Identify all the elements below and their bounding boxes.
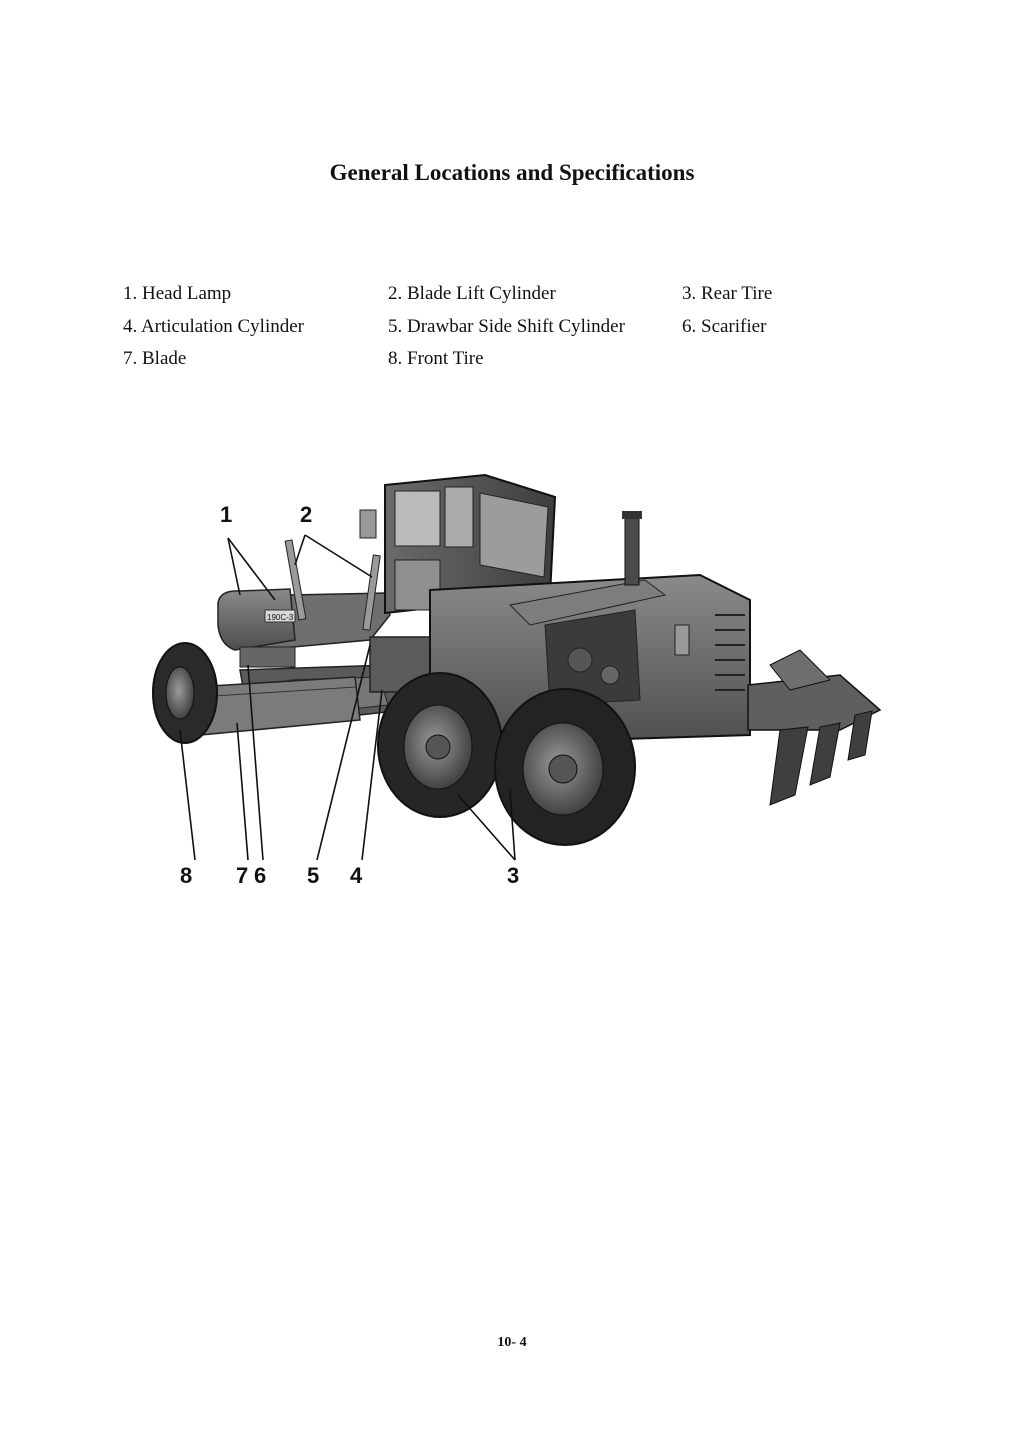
motor-grader-illustration	[140, 465, 900, 905]
callout-1: 1	[220, 502, 233, 527]
legend-item-articulation-cylinder: 4. Articulation Cylinder	[123, 315, 305, 337]
callout-8: 8	[180, 863, 193, 888]
legend-item-front-tire: 8. Front Tire	[388, 348, 484, 369]
callout-2: 2	[300, 502, 313, 527]
parts-legend	[123, 283, 923, 381]
legend-item-head-lamp: 1. Head Lamp	[123, 283, 232, 304]
legend-item-scarifier: 6. Scarifier	[682, 315, 767, 337]
legend-row	[123, 316, 923, 349]
callout-7: 7	[236, 863, 249, 888]
legend-item-blade-lift-cylinder: 2. Blade Lift Cylinder	[388, 283, 556, 304]
legend-item-blade: 7. Blade	[123, 348, 187, 369]
callout-3: 3	[507, 863, 520, 888]
motor-grader-figure	[140, 465, 900, 905]
legend-row	[123, 348, 923, 381]
callout-4: 4	[350, 863, 363, 888]
legend-item-rear-tire: 3. Rear Tire	[682, 283, 773, 304]
page-title: General Locations and Specifications	[329, 160, 695, 185]
legend-item-drawbar-side-shift-cylinder: 5. Drawbar Side Shift Cylinder	[388, 315, 625, 337]
page-number: 10- 4	[497, 1335, 527, 1350]
legend-row	[123, 283, 923, 316]
model-plate-text: 190C-3	[267, 613, 294, 622]
callout-6: 6	[254, 863, 267, 888]
callout-5: 5	[307, 863, 320, 888]
